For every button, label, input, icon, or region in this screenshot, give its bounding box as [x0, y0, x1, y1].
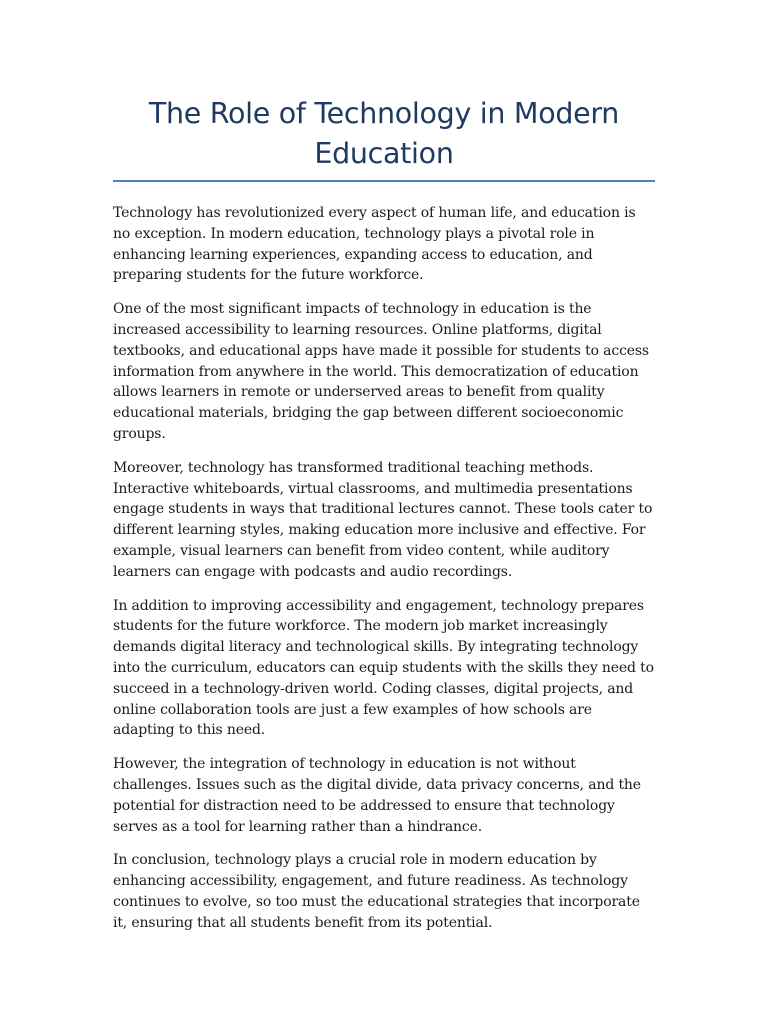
- paragraph-conclusion: In conclusion, technology plays a crucial role in modern education by enhancing accessibility, engagement, and future readiness. As technology continues to evolve, so too must the educational strategies that incorporate it, ensuring that all students benefit from its potential.: [113, 852, 640, 931]
- document-body: [113, 94, 655, 934]
- paragraph-workforce: In addition to improving accessibility and engagement, technology prepares students for the future workforce. The modern job market increasingly demands digital literacy and technological skills. By integrating technology into the curriculum, educators can equip students with the skills they need to succeed in a technology-driven world. Coding classes, digital projects, and online collaboration tools are just a few examples of how schools are adapting to this need.: [113, 597, 654, 739]
- document-title: The Role of Technology in Modern Education: [148, 97, 620, 170]
- title-underline: [113, 180, 655, 182]
- paragraph-teaching-methods: Moreover, technology has transformed traditional teaching methods. Interactive whiteboards, virtual classrooms, and multimedia presentations engage students in ways that traditional lectures cannot. These tools cater to different learning styles, making education more inclusive and effective. For example, visual learners can benefit from video content, while auditory learners can engage with podcasts and audio recordings.: [113, 459, 653, 580]
- paragraph-challenges: However, the integration of technology in education is not without challenges. Issues such as the digital divide, data privacy concerns, and the potential for distraction need to be addressed to ensure that technology serves as a tool for learning rather than a hindrance.: [113, 756, 641, 835]
- paragraph-intro: Technology has revolutionized every aspect of human life, and education is no exception. In modern education, technology plays a pivotal role in enhancing learning experiences, expanding access to education, and preparing students for the future workforce.: [113, 205, 636, 284]
- paragraph-accessibility: One of the most significant impacts of technology in education is the increased accessibility to learning resources. Online platforms, digital textbooks, and educational apps have made it possible for students to access information from anywhere in the world. This democratization of education allows learners in remote or underserved areas to benefit from quality educational materials, bridging the gap between different socioeconomic groups.: [113, 301, 649, 442]
